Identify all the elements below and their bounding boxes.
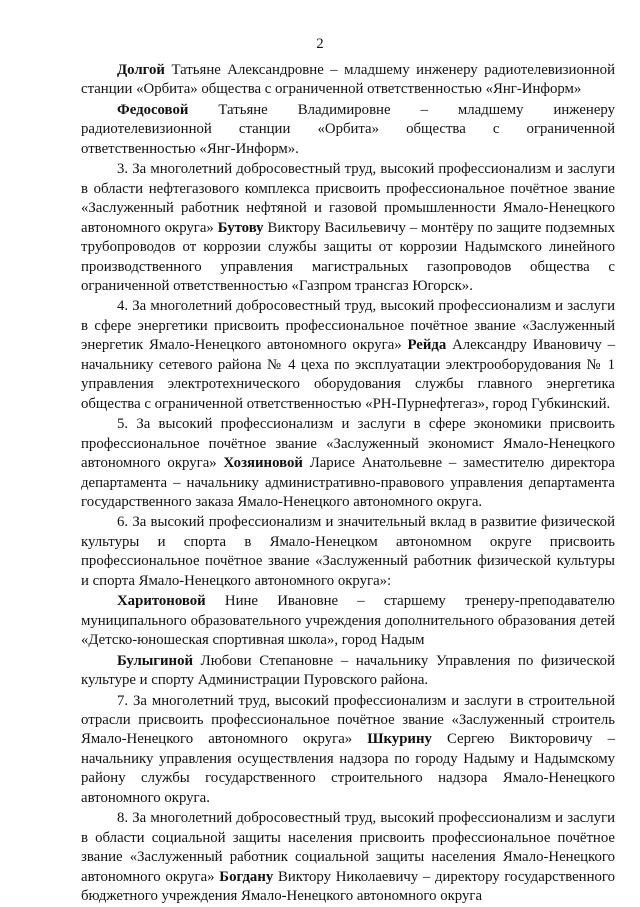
paragraph-item-3	[81, 160, 615, 296]
paragraph-intro: 5. За высокий профессионализм и заслуги в сфере экономики присвоить профессиональное почётное звание «Заслуженный экономист Ямало-Ненецкого автономного округа»	[81, 416, 615, 472]
paragraph-text: Татьяне Владимировне – младшему инженеру радиотелевизионной станции «Орбита» общества с ограниченной ответственностью «Янг-Информ».	[81, 101, 615, 157]
awardee-surname: Шкурину	[367, 731, 432, 748]
paragraph-item-4	[81, 297, 615, 414]
paragraph-award-fedosova	[81, 101, 615, 159]
paragraph-intro: 8. За многолетний добросовестный труд, высокий профессионализм и заслуги в области социальной защиты населения присвоить профессиональное почётное звание «Заслуженный работник социальной защиты населения Ямало-Ненецкого автономного округа»	[81, 810, 615, 885]
paragraph-item-6	[81, 513, 615, 591]
paragraph-item-8	[81, 809, 615, 906]
page-number: 2	[316, 36, 324, 52]
paragraph-intro: 6. За высокий профессионализм и значительный вклад в развитие физической культуры и спорта в Ямало-Ненецком автономном округе присвоить профессиональное почётное звание «Заслуженный работник физической культуры и спорта Ямало-Ненецкого автономного округа»:	[81, 514, 615, 589]
paragraph-text: Александру Ивановичу – начальнику сетевого района № 4 цеха по эксплуатации электрооборудования № 1 управления электротехнического оборудования службы главного энергетика общества с ограниченной ответственностью «РН-Пурнефтегаз», город Губкинский.	[81, 337, 615, 412]
paragraph-text: Любови Степановне – начальнику Управления по физической культуре и спорту Администрации Пуровского района.	[81, 652, 615, 689]
awardee-surname: Бутову	[217, 219, 264, 236]
paragraph-item-5	[81, 415, 615, 512]
paragraph-award-bulygina	[81, 652, 615, 691]
paragraph-text: Виктору Николаевичу – директору государственного бюджетного учреждения Ямало-Ненецкого автономного округа	[81, 868, 615, 905]
awardee-surname: Рейда	[407, 337, 447, 354]
awardee-surname: Федосовой	[117, 101, 189, 118]
paragraph-intro: 4. За многолетний добросовестный труд, высокий профессионализм и заслуги в сфере энергетики присвоить профессиональное почётное звание «Заслуженный энергетик Ямало-Ненецкого автономного округа»	[81, 298, 615, 354]
awardee-surname: Долгой	[117, 62, 165, 78]
paragraph-text: Нине Ивановне – старшему тренеру-преподавателю муниципального образовательного учреждения дополнительного образования детей «Детско-юношеская спортивная школа», город Надым	[81, 593, 615, 649]
paragraph-text: Виктору Васильевичу – монтёру по защите подземных трубопроводов от коррозии службы защиты от коррозии Надымского линейного производственного управления магистральных газопроводов общества с ограниченной ответственностью «Газпром трансгаз Югорск».	[81, 219, 616, 294]
paragraph-text: Татьяне Александровне – младшему инженеру радиотелевизионной станции «Орбита» общества с ограниченной ответственностью «Янг-Информ»	[81, 62, 615, 98]
paragraph-award-dolgoy	[81, 61, 615, 100]
document-body	[81, 61, 615, 907]
awardee-surname: Хозяиновой	[223, 455, 303, 472]
paragraph-award-haritonova	[81, 592, 615, 650]
awardee-surname: Булыгиной	[117, 652, 193, 669]
awardee-surname: Богдану	[219, 868, 274, 885]
awardee-surname: Харитоновой	[117, 593, 206, 610]
paragraph-item-7	[81, 692, 615, 809]
paragraph-text: Ларисе Анатольевне – заместителю директора департамента – начальнику административно-правового управления департамента государственного заказа Ямало-Ненецкого автономного округа.	[81, 455, 616, 510]
paragraph-text: Сергею Викторовичу – начальнику управления осуществления надзора по городу Надыму и Надымскому району службы государственного строительного надзора Ямало-Ненецкого автономного округа.	[81, 731, 615, 806]
paragraph-intro: 3. За многолетний добросовестный труд, высокий профессионализм и заслуги в области нефтегазового комплекса присвоить профессиональное почётное звание «Заслуженный работник нефтяной и газовой промышленности Ямало-Ненецкого автономного округа»	[81, 161, 615, 236]
paragraph-intro: 7. За многолетний труд, высокий профессионализм и заслуги в строительной отрасли присвоить профессиональное почётное звание «Заслуженный строитель Ямало-Ненецкого автономного округа»	[81, 692, 615, 748]
